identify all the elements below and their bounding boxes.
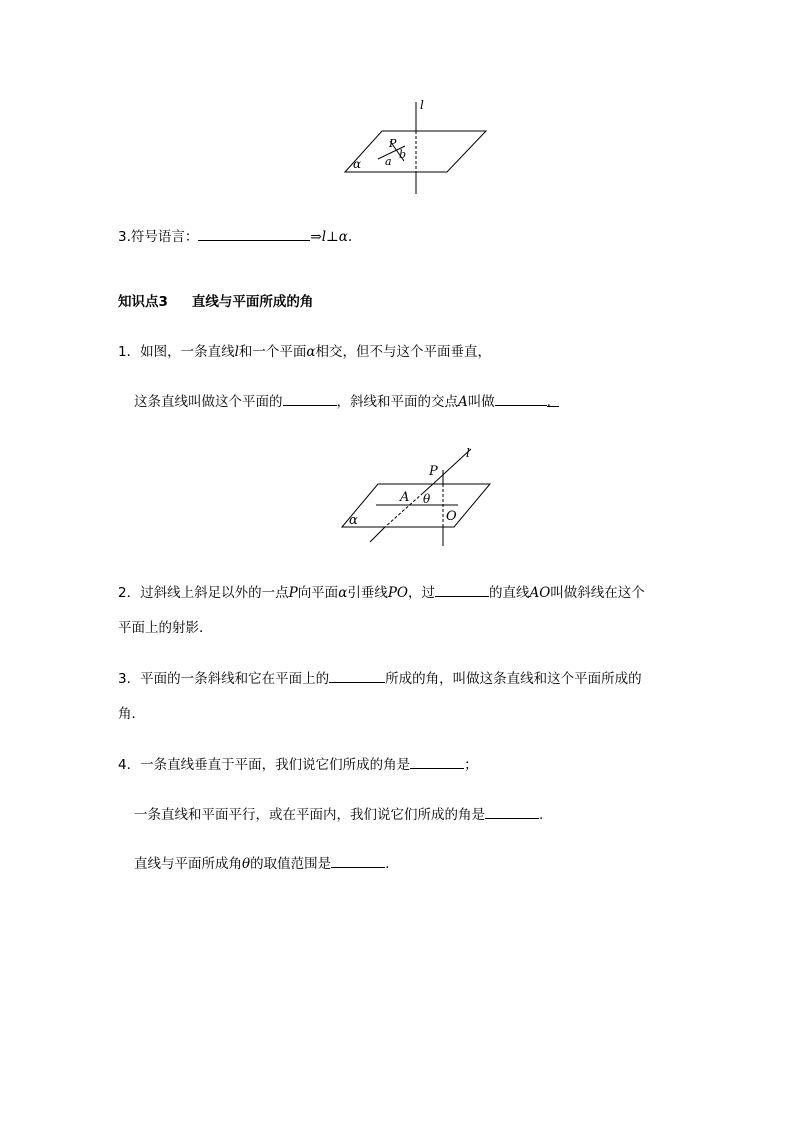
q4-text: . xyxy=(539,807,544,823)
section-heading xyxy=(118,292,313,312)
q3-text: 角． xyxy=(118,706,145,722)
symbolic-language-suffix: ⇒l⊥α. xyxy=(310,229,353,245)
q4-text: 直线与平面所成角 xyxy=(134,856,242,872)
symbolic-language-blank[interactable] xyxy=(198,226,310,241)
figure-perpendicular-line-plane xyxy=(330,95,500,197)
q1-period: . xyxy=(547,392,559,407)
q2-text: 的直线 xyxy=(488,585,530,601)
label-a: A xyxy=(400,490,410,505)
q4-text: 一条直线和平面平行，或在平面内，我们说它们所成的角是 xyxy=(134,807,485,823)
q4-line2 xyxy=(134,804,543,825)
q1-var-l: l xyxy=(234,344,239,360)
section-title: 直线与平面所成的角 xyxy=(191,294,314,310)
q2-var-p: P xyxy=(288,585,298,601)
label-l: l xyxy=(466,446,470,460)
q2-var-po: PO xyxy=(387,585,408,601)
q2-text: 引垂线 xyxy=(347,585,388,601)
symbolic-language-line xyxy=(118,226,352,247)
q3-text: 3．平面的一条斜线和它在平面上的 xyxy=(118,671,330,687)
q2-var-alpha: α xyxy=(338,585,348,601)
q4-var-theta: θ xyxy=(242,856,251,872)
label-a: a xyxy=(385,155,392,168)
q3-blank[interactable] xyxy=(329,668,385,683)
q2-text: 2．过斜线上斜足以外的一点 xyxy=(118,585,289,601)
label-alpha: α xyxy=(353,157,362,171)
q4-line3 xyxy=(134,853,389,874)
q1-text: 这条直线叫做这个平面的 xyxy=(134,394,283,410)
q4-text: 的取值范围是 xyxy=(250,856,332,872)
q2-line1 xyxy=(118,582,645,603)
q1-text: ，斜线和平面的交点 xyxy=(336,394,458,410)
label-l: l xyxy=(420,98,424,112)
q2-var-ao: AO xyxy=(529,585,551,601)
q3-line1 xyxy=(118,668,642,689)
q1-text: 相交，但不与这个平面垂直， xyxy=(315,344,492,360)
q1-blank-oblique-line[interactable] xyxy=(283,391,337,406)
q3-line2 xyxy=(118,704,145,724)
q3-text: 所成的角，叫做这条直线和这个平面所成的 xyxy=(385,671,642,687)
figure-oblique-line-plane xyxy=(338,443,496,549)
label-alpha: α xyxy=(349,513,358,528)
q1-line2 xyxy=(134,391,559,412)
line-l-lower xyxy=(370,527,385,542)
q1-var-a: A xyxy=(458,394,468,410)
label-p: P xyxy=(389,137,397,150)
q2-line2 xyxy=(118,618,213,638)
q4-blank-perpendicular[interactable] xyxy=(410,754,464,769)
q1-line1 xyxy=(118,342,491,362)
label-theta: θ xyxy=(423,492,431,506)
q4-text: ； xyxy=(464,757,478,773)
q2-text: 叫做斜线在这个 xyxy=(550,585,645,601)
q2-blank[interactable] xyxy=(435,582,489,597)
q4-text: 4．一条直线垂直于平面，我们说它们所成的角是 xyxy=(118,757,411,773)
label-o: O xyxy=(446,509,457,524)
q4-line1 xyxy=(118,754,478,775)
q1-text: 1．如图，一条直线 xyxy=(118,344,235,360)
q1-blank-foot[interactable] xyxy=(495,391,547,406)
label-b: b xyxy=(399,148,407,161)
q4-blank-parallel[interactable] xyxy=(485,804,539,819)
symbolic-language-prefix: 3.符号语言： xyxy=(118,229,199,245)
label-p: P xyxy=(429,464,438,479)
q4-text: . xyxy=(385,856,390,872)
q1-text: 叫做 xyxy=(467,394,495,410)
q2-text: 向平面 xyxy=(297,585,339,601)
q1-text: 和一个平面 xyxy=(238,344,307,360)
q1-var-alpha: α xyxy=(306,344,316,360)
q4-blank-range[interactable] xyxy=(331,853,385,868)
q2-text: 平面上的射影． xyxy=(118,620,213,636)
q2-text: ，过 xyxy=(407,585,435,601)
section-number: 知识点3 xyxy=(118,294,168,310)
